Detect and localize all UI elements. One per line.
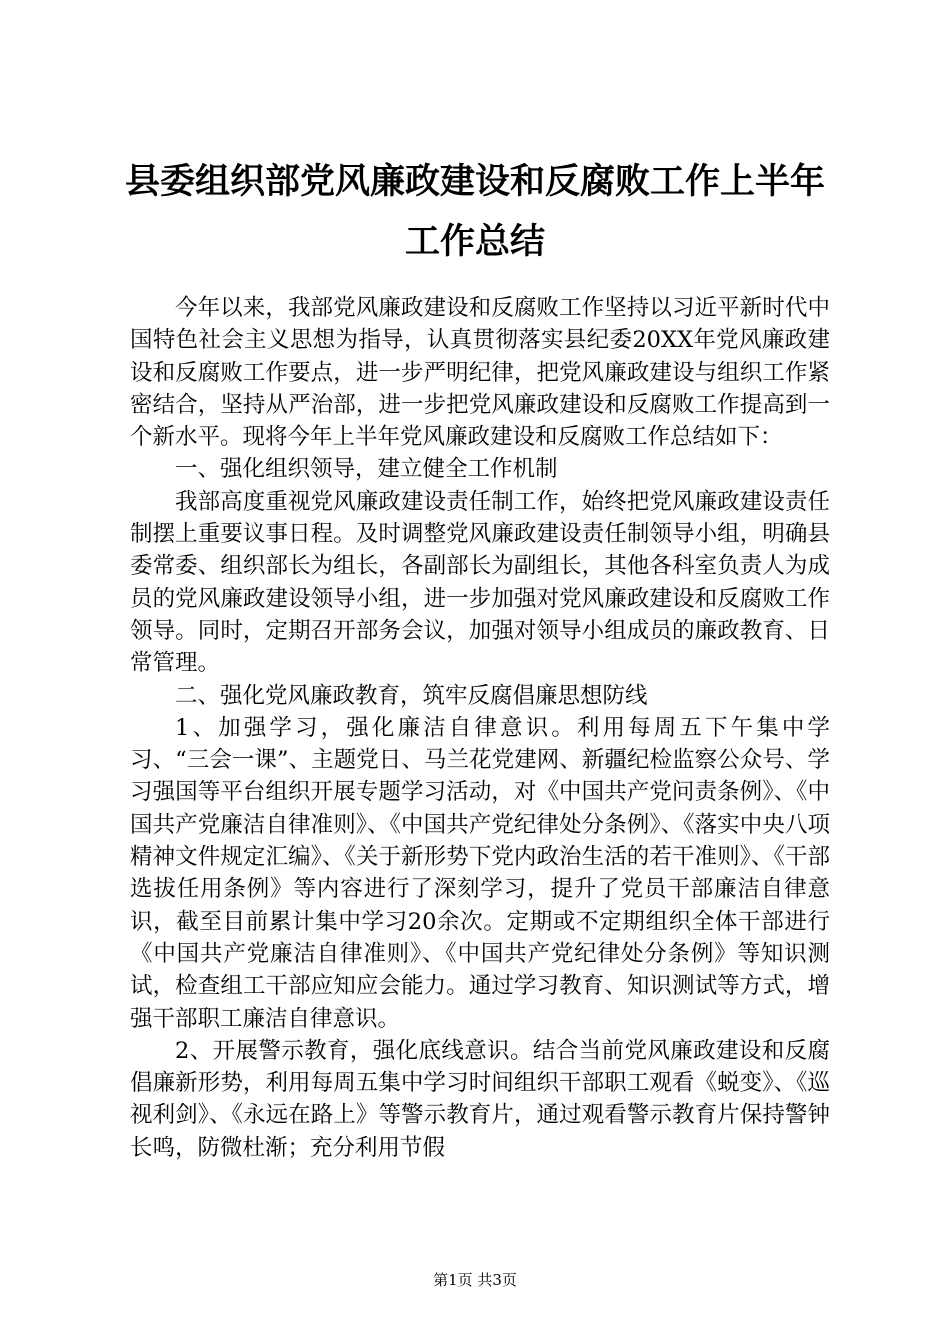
document-title-line-1: 县委组织部党风廉政建设和反腐败工作上半年 — [124, 161, 825, 202]
paragraph-intro: 今年以来，我部党风廉政建设和反腐败工作坚持以习近平新时代中国特色社会主义思想为指导，认真贯彻落实县纪委20XX年党风廉政建设和反腐败工作要点，进一步严明纪律，把党风廉政建设与组织工作紧密结合，坚持从严治部，进一步把党风廉政建设和反腐败工作提高到一个新水平。现将今年上半年党风廉政建设和反腐败工作总结如下： — [130, 295, 830, 451]
paragraph-item-1: 1、加强学习，强化廉洁自律意识。利用每周五下午集中学习、“三会一课”、主题党日、马兰花党建网、新疆纪检监察公众号、学习强国等平台组织开展专题学习活动，对《中国共产党问责条例》、《中国共产党廉洁自律准则》、《中国共产党纪律处分条例》、《落实中央八项精神文件规定汇编》、《关于新形势下党内政治生活的若干准则》、《干部选拔任用条例》等内容进行了深刻学习，提升了党员干部廉洁自律意识，截至目前累计集中学习20余次。定期或不定期组织全体干部进行《中国共产党廉洁自律准则》、《中国共产党纪律处分条例》等知识测试，检查组工干部应知应会能力。通过学习教育、知识测试等方式，增强干部职工廉洁自律意识。 — [130, 714, 830, 1032]
page-footer: 第1页 共3页 — [433, 1271, 517, 1289]
paragraph-item-2: 2、开展警示教育，强化底线意识。结合当前党风廉政建设和反腐倡廉新形势，利用每周五集中学习时间组织干部职工观看《蜕变》、《巡视利剑》、《永远在路上》等警示教育片，通过观看警示教育片保持警钟长鸣，防微杜渐；充分利用节假 — [130, 1037, 830, 1161]
document-title-line-2: 工作总结 — [404, 221, 545, 262]
section-heading-2: 二、强化党风廉政教育，筑牢反腐倡廉思想防线 — [175, 682, 648, 709]
section-heading-1: 一、强化组织领导，建立健全工作机制 — [175, 456, 558, 483]
paragraph-section-1: 我部高度重视党风廉政建设责任制工作，始终把党风廉政建设责任制摆上重要议事日程。及时调整党风廉政建设责任制领导小组，明确县委常委、组织部长为组长，各副部长为副组长，其他各科室负责人为成员的党风廉政建设领导小组，进一步加强对党风廉政建设和反腐败工作领导。同时，定期召开部务会议，加强对领导小组成员的廉政教育、日常管理。 — [130, 488, 830, 677]
document-body — [130, 292, 830, 1164]
